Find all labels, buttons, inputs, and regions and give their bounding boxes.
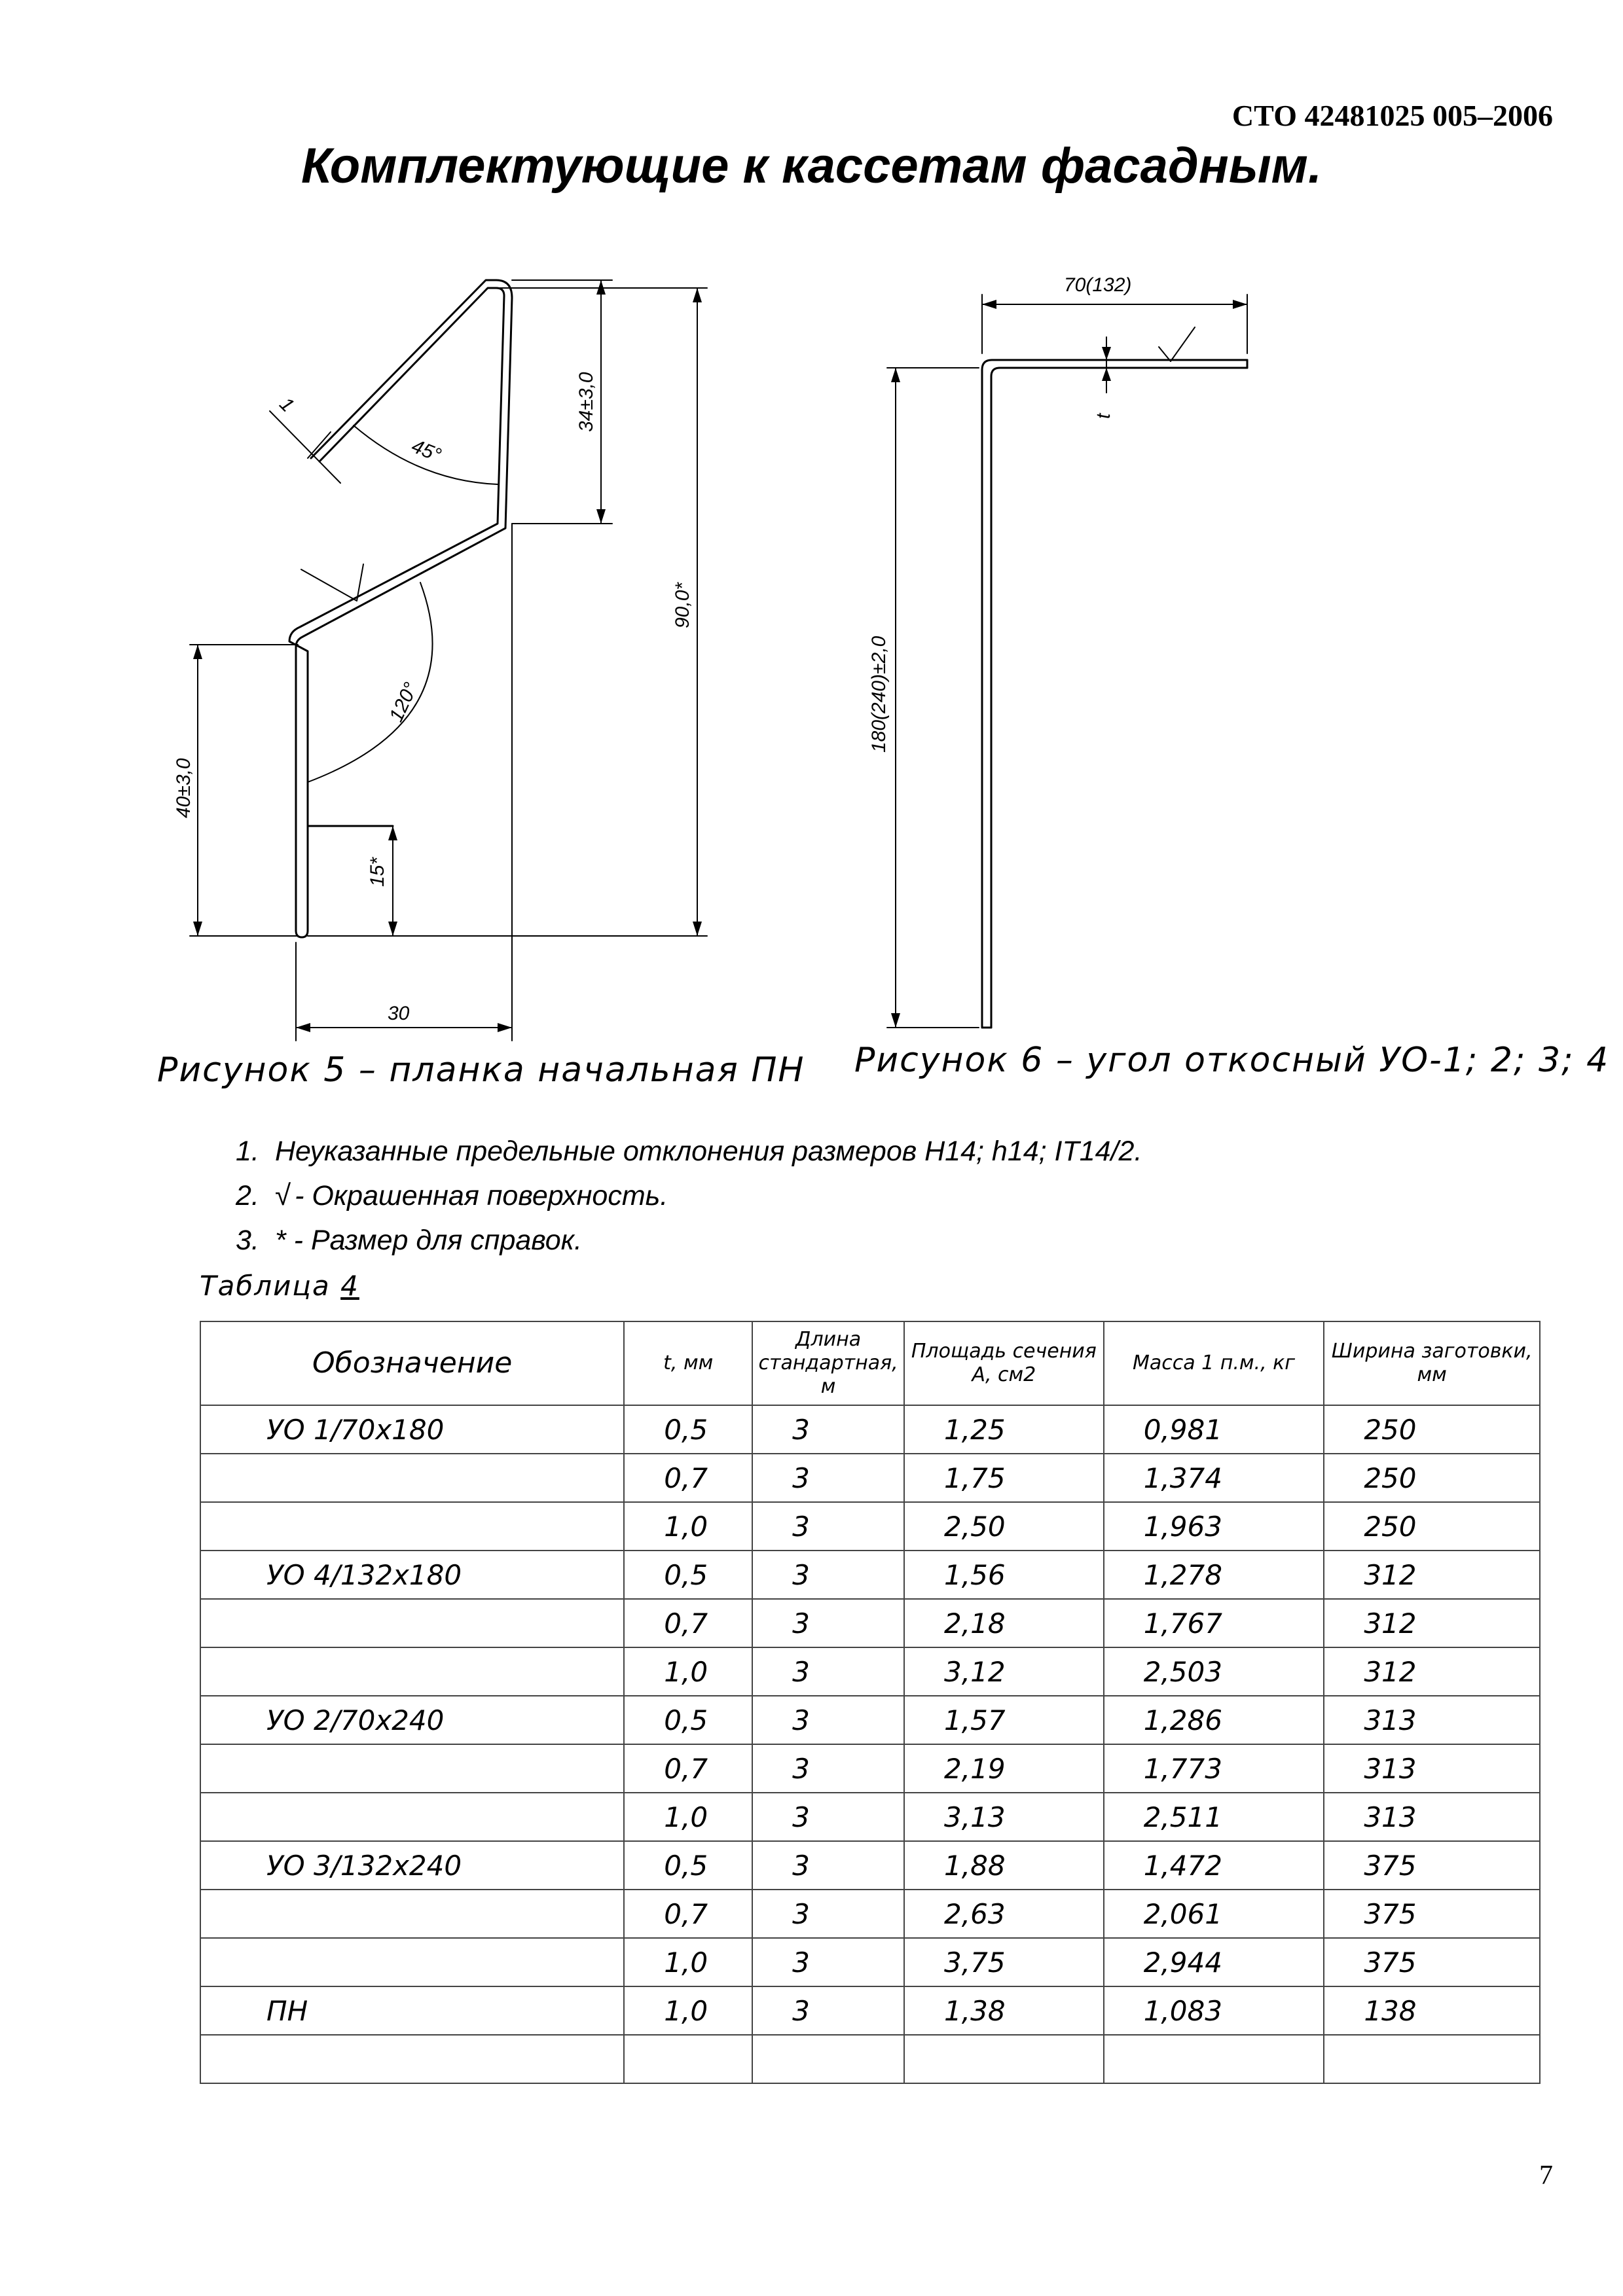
cell-designation: [200, 1793, 624, 1841]
cell-mass: 0,981: [1104, 1405, 1324, 1454]
cell-area: 1,25: [904, 1405, 1104, 1454]
cell-thickness: 0,5: [624, 1405, 752, 1454]
note-number: 3.: [236, 1225, 259, 1256]
table-caption-number: 4: [340, 1270, 359, 1302]
cell-length: 3: [752, 1938, 904, 1986]
cell-designation: УО 1/70х180: [200, 1405, 624, 1454]
table-row: [200, 1502, 1540, 1551]
cell-thickness: 0,5: [624, 1841, 752, 1890]
cell-mass: 1,374: [1104, 1454, 1324, 1502]
figure5-dim-angle45: 45°: [408, 435, 445, 467]
cell-length: 3: [752, 1890, 904, 1938]
figure5-dim-thickness: 1: [275, 393, 299, 417]
cell-thickness: 0,7: [624, 1454, 752, 1502]
table-row: [200, 1938, 1540, 1986]
note-item: [236, 1174, 1480, 1218]
cell-mass: 1,472: [1104, 1841, 1324, 1890]
cell-mass: 1,286: [1104, 1696, 1324, 1744]
figure5-dim-30: 30: [388, 1003, 410, 1024]
cell-area: 3,13: [904, 1793, 1104, 1841]
figure6-arrowheads: [891, 300, 1247, 1028]
cell-length: 3: [752, 1551, 904, 1599]
table-row: [200, 1793, 1540, 1841]
table-row: [200, 1599, 1540, 1647]
cell-mass: 1,083: [1104, 1986, 1324, 2035]
cell-thickness: 0,7: [624, 1890, 752, 1938]
note-item: [236, 1129, 1480, 1174]
figure6-caption: Рисунок 6 – угол откосный УО-1; 2; 3; 4: [854, 1041, 1610, 1080]
figure5-caption: Рисунок 5 – планка начальная ПН: [157, 1050, 805, 1090]
check-mark-icon: √: [275, 1179, 291, 1211]
cell-area: 2,19: [904, 1744, 1104, 1793]
figure6-dim-180-240: 180(240)±2,0: [868, 636, 890, 753]
cell-thickness: 0,7: [624, 1744, 752, 1793]
cell-thickness: 0,7: [624, 1599, 752, 1647]
cell-blank-width: 250: [1324, 1454, 1540, 1502]
cell-designation: [200, 1647, 624, 1696]
cell-blank-width: 312: [1324, 1551, 1540, 1599]
cell-mass: 1,767: [1104, 1599, 1324, 1647]
note-number: 1.: [236, 1136, 259, 1167]
figure5-dim-90: 90,0*: [672, 582, 693, 628]
document-code: СТО 42481025 005–2006: [1231, 99, 1553, 132]
cell-length: 3: [752, 1599, 904, 1647]
cell-thickness: [624, 2035, 752, 2083]
cell-blank-width: 375: [1324, 1890, 1540, 1938]
cell-mass: 1,963: [1104, 1502, 1324, 1551]
cell-mass: 2,503: [1104, 1647, 1324, 1696]
cell-blank-width: 375: [1324, 1938, 1540, 1986]
cell-length: 3: [752, 1986, 904, 2035]
cell-designation: [200, 1454, 624, 1502]
cell-designation: [200, 2035, 624, 2083]
cell-mass: 1,278: [1104, 1551, 1324, 1599]
table-row: [200, 1986, 1540, 2035]
cell-blank-width: 138: [1324, 1986, 1540, 2035]
cell-area: 3,75: [904, 1938, 1104, 1986]
cell-blank-width: [1324, 2035, 1540, 2083]
figure5-dim-34: 34±3,0: [575, 372, 597, 432]
cell-blank-width: 312: [1324, 1599, 1540, 1647]
cell-mass: 2,944: [1104, 1938, 1324, 1986]
note-text: * - Размер для справок.: [275, 1225, 582, 1256]
figure5-dim-15: 15*: [367, 857, 388, 887]
cell-mass: 2,061: [1104, 1890, 1324, 1938]
table-row: [200, 1647, 1540, 1696]
cell-designation: [200, 1744, 624, 1793]
cell-thickness: 1,0: [624, 1502, 752, 1551]
cell-blank-width: 250: [1324, 1405, 1540, 1454]
table-row: [200, 2035, 1540, 2083]
cell-length: 3: [752, 1841, 904, 1890]
header-mass: Масса 1 п.м., кг: [1104, 1321, 1324, 1405]
header-area: Площадь сечения А, см2: [904, 1321, 1104, 1405]
cell-thickness: 1,0: [624, 1938, 752, 1986]
spec-table: [200, 1321, 1541, 2084]
table-row: [200, 1841, 1540, 1890]
page-number: 7: [1539, 2161, 1553, 2191]
cell-area: 2,18: [904, 1599, 1104, 1647]
cell-designation: [200, 1599, 624, 1647]
cell-blank-width: 250: [1324, 1502, 1540, 1551]
cell-area: 1,88: [904, 1841, 1104, 1890]
page-title: Комплектующие к кассетам фасадным.: [301, 138, 1322, 194]
cell-mass: [1104, 2035, 1324, 2083]
cell-area: 1,56: [904, 1551, 1104, 1599]
cell-blank-width: 313: [1324, 1793, 1540, 1841]
cell-thickness: 1,0: [624, 1793, 752, 1841]
table-body: [200, 1405, 1540, 2083]
cell-area: 1,75: [904, 1454, 1104, 1502]
table-row: [200, 1454, 1540, 1502]
header-designation: Обозначение: [200, 1321, 624, 1405]
cell-length: 3: [752, 1454, 904, 1502]
cell-blank-width: 313: [1324, 1696, 1540, 1744]
note-item: [236, 1218, 1480, 1263]
cell-thickness: 0,5: [624, 1696, 752, 1744]
cell-mass: 2,511: [1104, 1793, 1324, 1841]
cell-length: 3: [752, 1405, 904, 1454]
note-number: 2.: [236, 1180, 259, 1211]
cell-designation: [200, 1938, 624, 1986]
cell-blank-width: 312: [1324, 1647, 1540, 1696]
figure6-dimension-lines: [887, 295, 1247, 1028]
cell-length: 3: [752, 1793, 904, 1841]
figure6-dim-70-132: 70(132): [1064, 274, 1132, 296]
cell-blank-width: 375: [1324, 1841, 1540, 1890]
figure5-dimension-lines: [190, 280, 707, 1041]
cell-designation: УО 4/132х180: [200, 1551, 624, 1599]
cell-area: 1,57: [904, 1696, 1104, 1744]
figure5-dim-40: 40±3,0: [173, 758, 194, 818]
figure5-dim-angle120: 120°: [385, 679, 422, 725]
figure6-dim-t: t: [1093, 413, 1114, 419]
table-caption-label: Таблица: [200, 1270, 331, 1302]
note-text: - Окрашенная поверхность.: [295, 1180, 668, 1211]
cell-thickness: 1,0: [624, 1986, 752, 2035]
header-thickness: t, мм: [624, 1321, 752, 1405]
note-text: Неуказанные предельные отклонения размеров H14; h14; IT14/2.: [275, 1136, 1142, 1167]
cell-length: 3: [752, 1502, 904, 1551]
table-caption: [200, 1270, 359, 1302]
cell-designation: УО 3/132х240: [200, 1841, 624, 1890]
header-blank-width: Ширина заготовки, мм: [1324, 1321, 1540, 1405]
figure6-profile: [982, 360, 1247, 1028]
cell-designation: ПН: [200, 1986, 624, 2035]
header-length: Длина стандартная, м: [752, 1321, 904, 1405]
table-row: [200, 1551, 1540, 1599]
cell-length: 3: [752, 1696, 904, 1744]
cell-thickness: 0,5: [624, 1551, 752, 1599]
table-row: [200, 1405, 1540, 1454]
table-row: [200, 1890, 1540, 1938]
cell-area: 3,12: [904, 1647, 1104, 1696]
cell-area: 2,50: [904, 1502, 1104, 1551]
table-row: [200, 1744, 1540, 1793]
table-header-row: [200, 1321, 1540, 1405]
cell-area: 2,63: [904, 1890, 1104, 1938]
cell-area: 1,38: [904, 1986, 1104, 2035]
cell-blank-width: 313: [1324, 1744, 1540, 1793]
cell-area: [904, 2035, 1104, 2083]
technical-drawing: [0, 0, 1623, 1126]
cell-length: 3: [752, 1647, 904, 1696]
cell-thickness: 1,0: [624, 1647, 752, 1696]
cell-designation: УО 2/70х240: [200, 1696, 624, 1744]
cell-length: [752, 2035, 904, 2083]
figure5-arrowheads: [193, 280, 702, 1032]
table-row: [200, 1696, 1540, 1744]
cell-designation: [200, 1502, 624, 1551]
cell-length: 3: [752, 1744, 904, 1793]
cell-designation: [200, 1890, 624, 1938]
cell-mass: 1,773: [1104, 1744, 1324, 1793]
figure5-profile: [289, 280, 512, 937]
notes-list: [236, 1129, 1480, 1263]
